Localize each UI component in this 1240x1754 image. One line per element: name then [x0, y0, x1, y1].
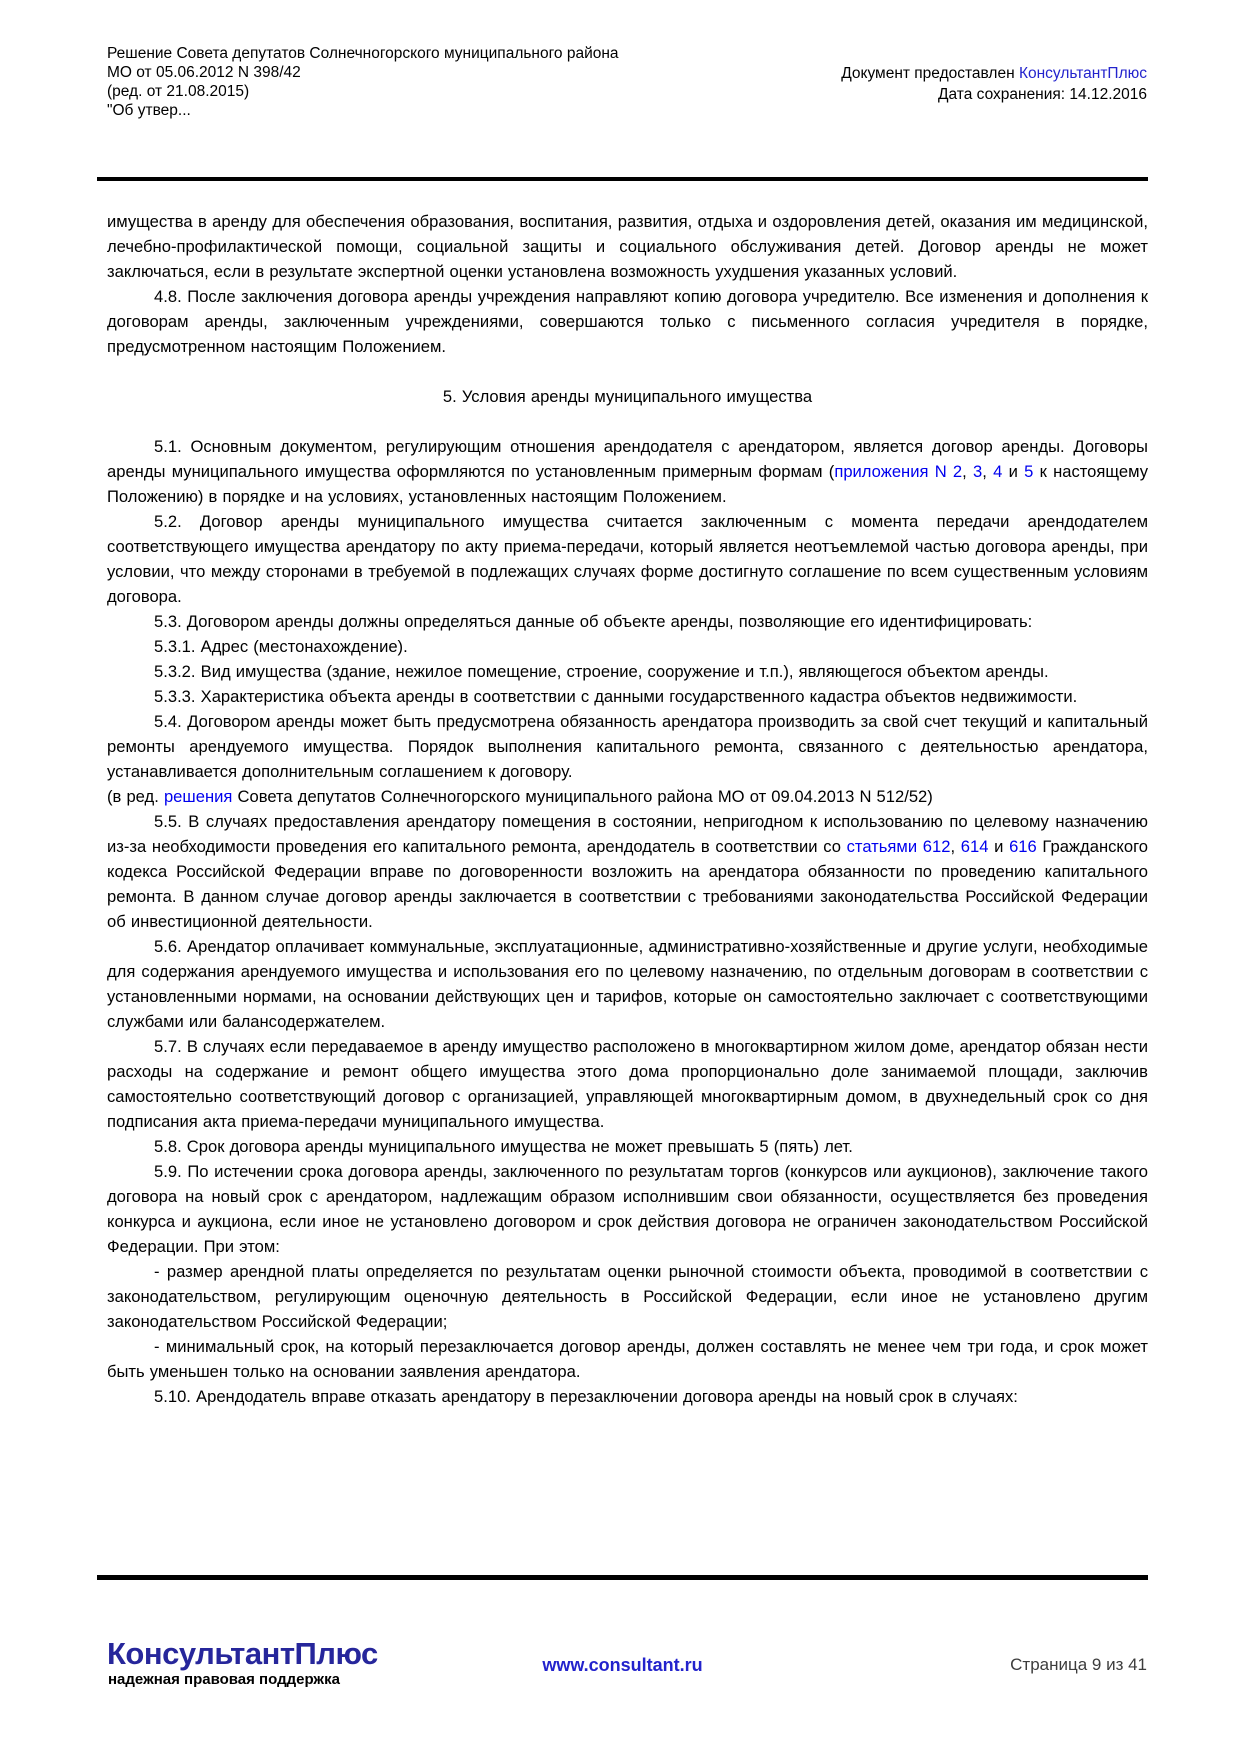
paragraph [107, 684, 1148, 709]
text-run: 5.3.2. Вид имущества (здание, нежилое помещение, строение, сооружение и т.п.), являющегося объектом аренды. [154, 662, 1049, 681]
paragraph [107, 809, 1148, 934]
text-run: 5.3. Договором аренды должны определяться данные об объекте аренды, позволяющие его идентифицировать: [154, 612, 1033, 631]
paragraph [107, 1159, 1148, 1259]
paragraph [107, 209, 1148, 284]
provider-link[interactable]: КонсультантПлюс [1018, 65, 1147, 82]
text-run: 5.5. В случаях предоставления арендатору помещения в состоянии, непригодном к использованию по целевому назначению из-за необходимости проведения его капитального ремонта, арендодатель в соответствии со [107, 812, 1148, 856]
doc-link[interactable]: 4 [993, 462, 1003, 481]
paragraph [107, 934, 1148, 1034]
doc-link[interactable]: 616 [1009, 837, 1037, 856]
paragraph [107, 1384, 1148, 1409]
provider-block [667, 63, 1147, 105]
section-heading [107, 384, 1148, 409]
site-url-link[interactable]: www.consultant.ru [542, 1655, 703, 1675]
text-run: и [988, 837, 1010, 856]
text-run: 5.3.3. Характеристика объекта аренды в соответствии с данными государственного кадастра объектов недвижимости. [154, 687, 1078, 706]
doc-link[interactable]: 5 [1024, 462, 1034, 481]
text-run: и [1002, 462, 1025, 481]
text-run: 5.10. Арендодатель вправе отказать арендатору в перезаключении договора аренды на новый срок в случаях: [154, 1387, 1018, 1406]
doc-link[interactable]: 614 [960, 837, 989, 856]
paragraph [107, 609, 1148, 634]
paragraph [107, 784, 1148, 809]
text-run: , [950, 837, 961, 856]
text-run: 5.8. Срок договора аренды муниципального имущества не может превышать 5 (пять) лет. [154, 1137, 853, 1156]
text-run: имущества в аренду для обеспечения образования, воспитания, развития, отдыха и оздоровления детей, оказания им медицинской, лечебно-профилактической помощи, социальной защиты и социального обслуживания детей. Договор аренды не может заключаться, если в результате экспертной оценки установлена возможность ухудшения указанных условий. [107, 212, 1148, 281]
doc-info-line: Решение Совета депутатов Солнечногорского муниципального района [107, 45, 619, 62]
text-run: 5.4. Договором аренды может быть предусмотрена обязанность арендатора производить за свой счет текущий и капитальный ремонты арендуемого имущества. Порядок выполнения капитального ремонта, связанного с деятельностью арендатора, устанавливается дополнительным соглашением к договору. [107, 712, 1148, 781]
paragraph [107, 709, 1148, 784]
paragraph [107, 659, 1148, 684]
doc-link[interactable]: 3 [973, 462, 983, 481]
paragraph [107, 1134, 1148, 1159]
top-rule [97, 177, 1148, 181]
provider-prefix: Документ предоставлен [841, 65, 1019, 82]
logo-tagline: надежная правовая поддержка [108, 1671, 340, 1688]
text-run: - минимальный срок, на который перезаключается договор аренды, должен составлять не менее чем три года, и срок может быть уменьшен только на основании заявления арендатора. [107, 1337, 1148, 1381]
paragraph [107, 634, 1148, 659]
text-run: (в ред. [107, 787, 164, 806]
doc-info-line: МО от 05.06.2012 N 398/42 [107, 64, 301, 81]
text-run: Гражданского кодекса Российской Федерации вправе по договоренности возложить на арендатора обязанности по проведению капитального ремонта. В данном случае договор аренды заключается в соответствии с требованиями законодательства Российской Федерации об инвестиционной деятельности. [107, 837, 1148, 931]
text-run: к настоящему Положению) в порядке и на условиях, установленных настоящим Положением. [107, 462, 1148, 506]
paragraph [107, 284, 1148, 359]
text-run: 4.8. После заключения договора аренды учреждения направляют копию договора учредителю. Все изменения и дополнения к договорам аренды, заключенным учреждениями, совершаются только с письменного согласия учредителя в порядке, предусмотренном настоящим Положением. [107, 287, 1148, 356]
paragraph [107, 1034, 1148, 1134]
doc-info-line: "Об утвер... [107, 102, 191, 119]
text-run: , [962, 462, 974, 481]
text-run: , [982, 462, 994, 481]
paragraph [107, 509, 1148, 609]
doc-info-block [107, 44, 727, 120]
page-indicator: Страница 9 из 41 [1010, 1655, 1147, 1674]
text-run: 5. Условия аренды муниципального имущества [442, 387, 813, 406]
doc-info-line: (ред. от 21.08.2015) [107, 83, 250, 100]
doc-link[interactable]: приложения N 2 [834, 462, 963, 481]
document-body [107, 209, 1148, 1569]
text-run: 5.2. Договор аренды муниципального имущества считается заключенным с момента передачи арендодателем соответствующего имущества арендатору по акту приема-передачи, который является неотъемлемой частью договора аренды, при условии, что между сторонами в требуемой в подлежащих случаях форме достигнуто соглашение по всем существенным условиям договора. [107, 512, 1148, 606]
save-date: Дата сохранения: 14.12.2016 [938, 86, 1147, 103]
text-run: Совета депутатов Солнечногорского муниципального района МО от 09.04.2013 N 512/52) [232, 787, 933, 806]
text-run: 5.3.1. Адрес (местонахождение). [154, 637, 408, 656]
bottom-rule [97, 1575, 1148, 1580]
paragraph [107, 434, 1148, 509]
doc-link[interactable]: решения [163, 787, 233, 806]
provider-line [667, 63, 1147, 84]
text-run: 5.9. По истечении срока договора аренды, заключенного по результатам торгов (конкурсов или аукционов), заключение такого договора на новый срок с арендатором, надлежащим образом исполнившим свои обязанности, осуществляется без проведения конкурса и аукциона, если иное не установлено договором и срок действия договора не ограничен законодательством Российской Федерации. При этом: [107, 1162, 1148, 1256]
text-run: 5.1. Основным документом, регулирующим отношения арендодателя с арендатором, является договор аренды. Договоры аренды муниципального имущества оформляются по установленным примерным формам ( [107, 437, 1148, 481]
consultantplus-logo: КонсультантПлюс [107, 1636, 378, 1671]
paragraph [107, 1334, 1148, 1384]
text-run: 5.7. В случаях если передаваемое в аренду имущество расположено в многоквартирном жилом доме, арендатор обязан нести расходы на содержание и ремонт общего имущества этого дома пропорционально доле занимаемой площади, заключив самостоятельно соответствующий договор с организацией, управляющей многоквартирным домом, в двухнедельный срок со дня подписания акта приема-передачи муниципального имущества. [107, 1037, 1148, 1131]
paragraph [107, 1259, 1148, 1334]
text-run: 5.6. Арендатор оплачивает коммунальные, эксплуатационные, административно-хозяйственные и другие услуги, необходимые для содержания арендуемого имущества и использования его по целевому назначению, по отдельным договорам в соответствии с установленными нормами, на основании действующих цен и тарифов, которые он самостоятельно заключает с соответствующими службами или балансодержателем. [107, 937, 1148, 1031]
doc-link[interactable]: статьями 612 [846, 837, 951, 856]
text-run: - размер арендной платы определяется по результатам оценки рыночной стоимости объекта, проводимой в соответствии с законодательством, регулирующим оценочную деятельность в Российской Федерации, если иное не установлено другим законодательством Российской Федерации; [107, 1262, 1148, 1331]
